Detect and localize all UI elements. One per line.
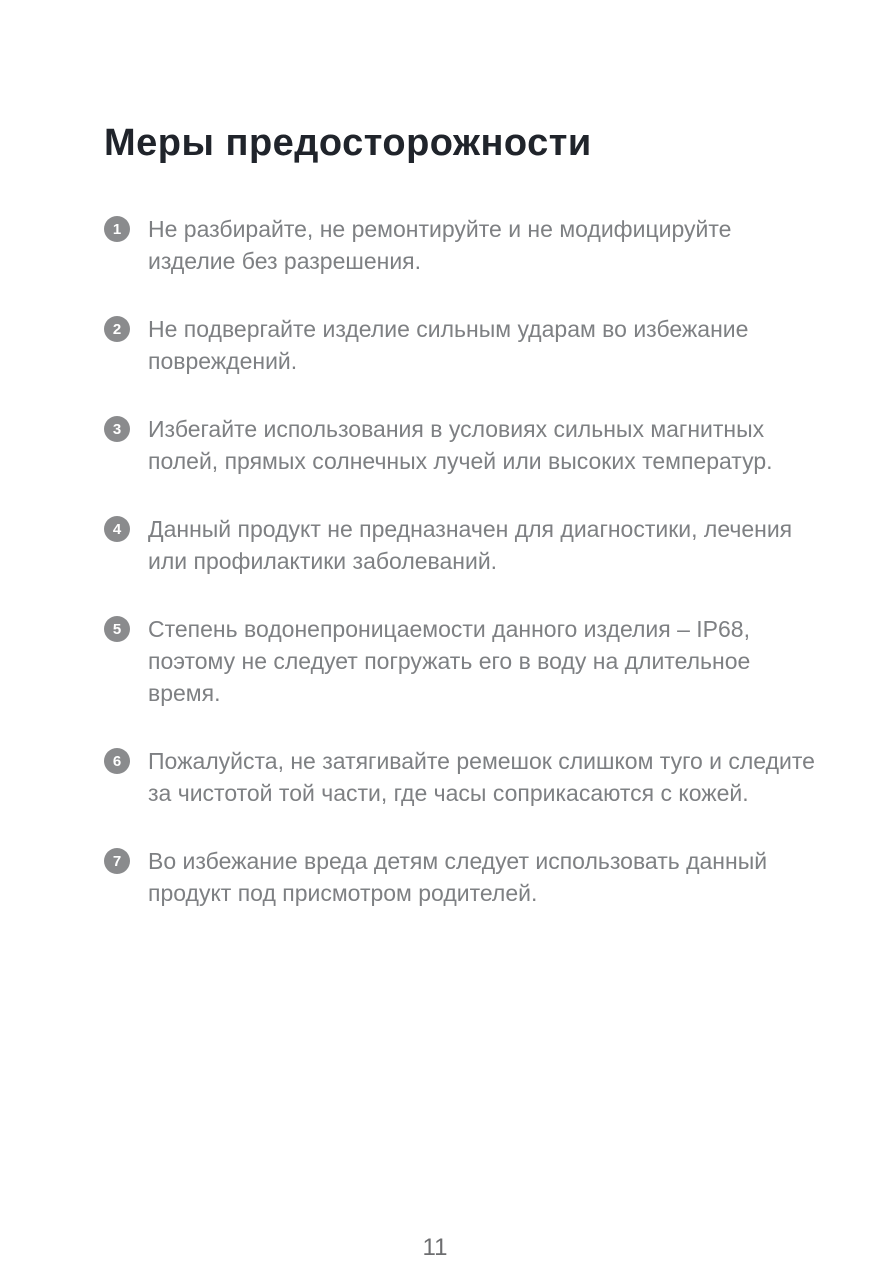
item-number-badge (104, 216, 130, 242)
item-number-badge (104, 316, 130, 342)
precautions-list (104, 213, 820, 945)
precaution-item (104, 613, 820, 709)
item-text: Степень водонепроницаемости данного изделия – IP68, поэтому не следует погружать его в воду на длительное время. (148, 616, 751, 706)
item-number-badge (104, 516, 130, 542)
item-number-badge (104, 416, 130, 442)
item-number-badge (104, 616, 130, 642)
item-number-badge (104, 848, 130, 874)
precaution-item (104, 413, 820, 477)
precaution-item (104, 213, 820, 277)
item-text: Во избежание вреда детям следует использовать данный продукт под присмотром родителей. (148, 848, 768, 906)
item-number: 5 (112, 620, 122, 638)
item-number: 7 (112, 852, 122, 870)
precaution-item (104, 513, 820, 577)
precaution-item (104, 745, 820, 809)
item-number: 2 (112, 320, 122, 338)
item-number: 4 (112, 520, 122, 538)
item-text: Пожалуйста, не затягивайте ремешок слишком туго и следите за чистотой той части, где часы соприкасаются с кожей. (148, 748, 815, 806)
item-text: Избегайте использования в условиях сильных магнитных полей, прямых солнечных лучей или высоких температур. (148, 416, 773, 474)
precaution-item (104, 313, 820, 377)
item-number-badge (104, 748, 130, 774)
item-number: 1 (112, 220, 122, 238)
item-text: Данный продукт не предназначен для диагностики, лечения или профилактики заболеваний. (148, 516, 793, 574)
item-text: Не разбирайте, не ремонтируйте и не модифицируйте изделие без разрешения. (148, 216, 732, 274)
page-number: 11 (422, 1234, 448, 1261)
page-title: Меры предосторожности (104, 122, 592, 164)
item-number: 3 (112, 420, 122, 438)
item-text: Не подвергайте изделие сильным ударам во избежание повреждений. (148, 316, 749, 374)
precaution-item (104, 845, 820, 909)
item-number: 6 (112, 752, 122, 770)
